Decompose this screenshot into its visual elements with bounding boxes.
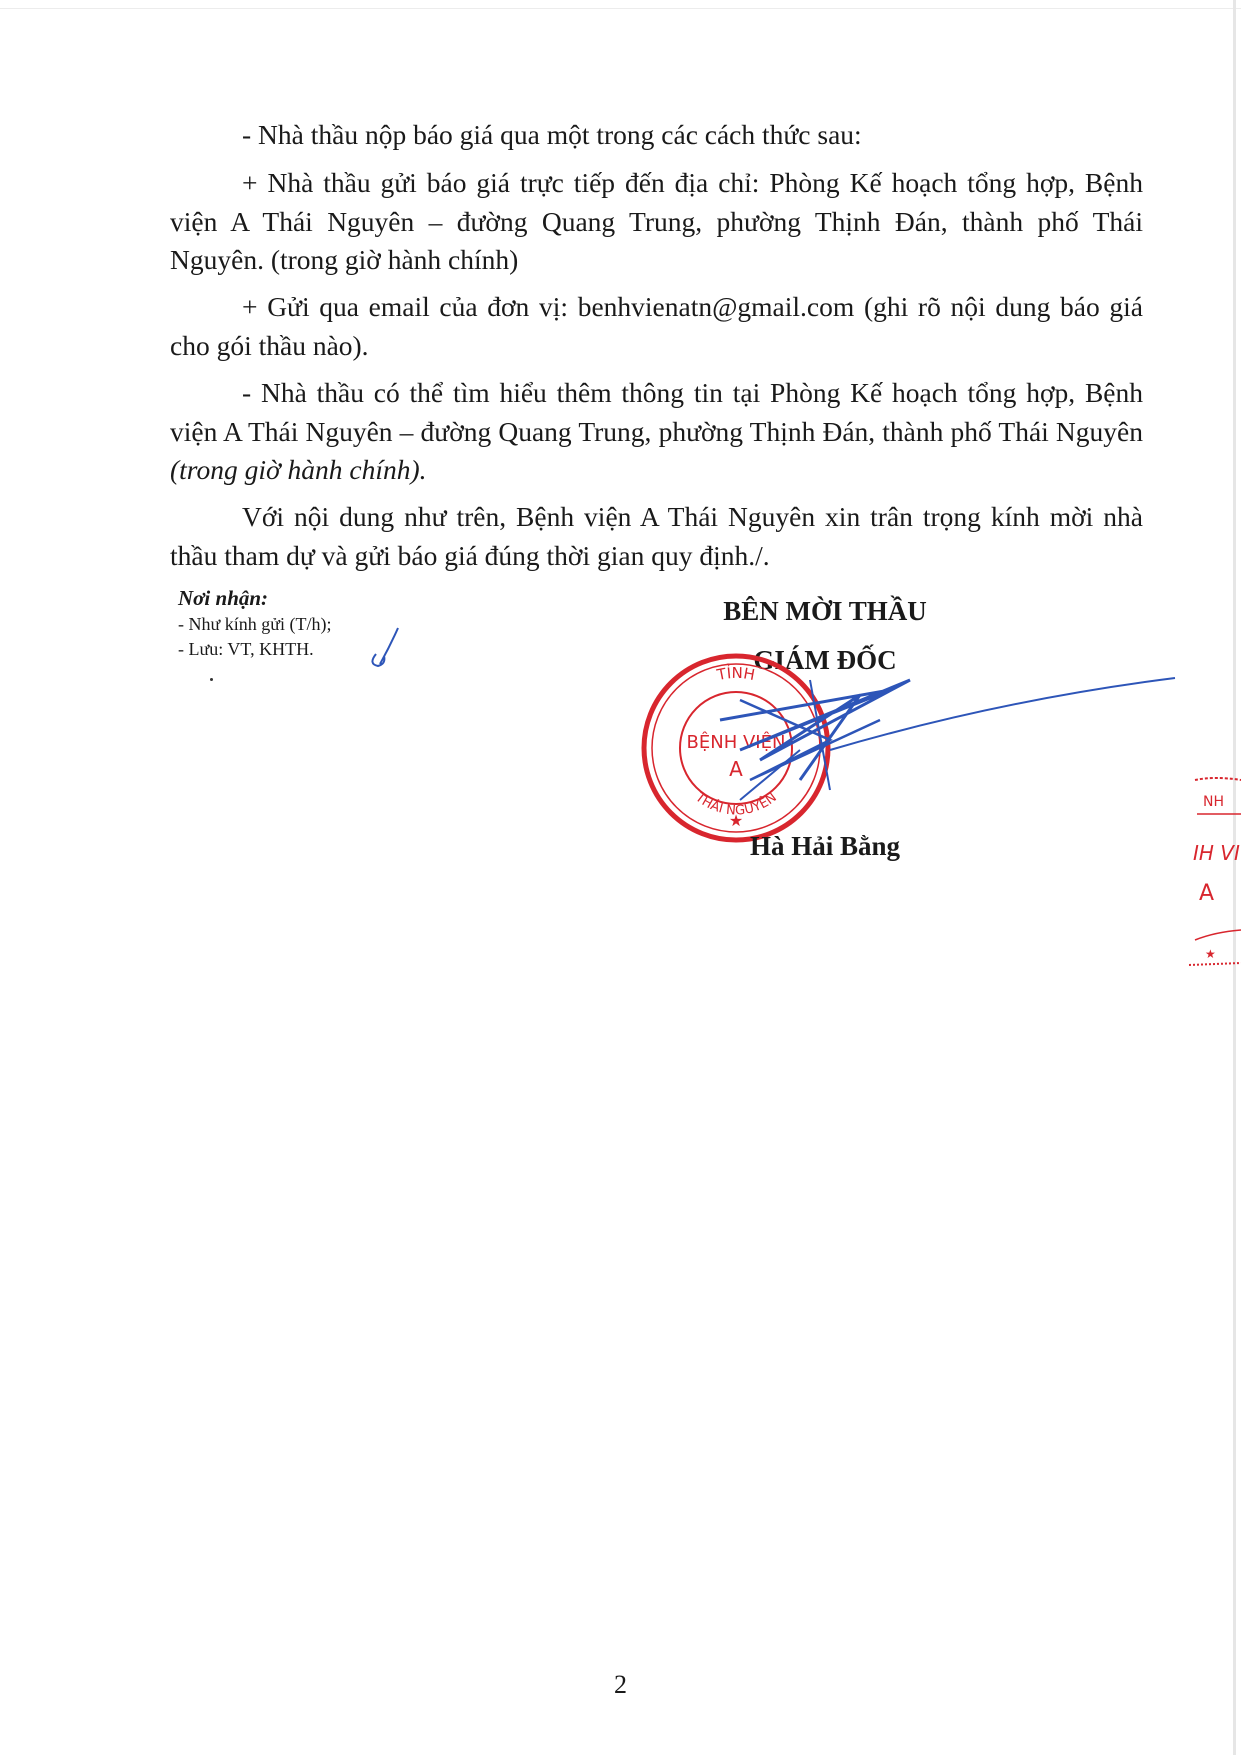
paragraph-closing: Với nội dung như trên, Bệnh viện A Thái Nguyên xin trân trọng kính mời nhà thầu tham dự và gửi báo giá đúng thời gian quy định./. (170, 501, 1143, 571)
paragraph-more-info (170, 374, 1143, 490)
issuer-title: BÊN MỜI THẦU (723, 596, 927, 626)
recipients-block (178, 584, 332, 662)
scan-edge-line (0, 8, 1241, 9)
paragraph-email-submission: + Gửi qua email của đơn vị: benhvienatn@gmail.com (ghi rõ nội dung báo giá cho gói thầu nào). (170, 291, 1143, 361)
paragraph-submission-methods: - Nhà thầu nộp báo giá qua một trong các cách thức sau: (242, 119, 862, 150)
svg-text:★: ★ (728, 813, 744, 830)
scan-dot (210, 678, 213, 681)
recipient-line: - Lưu: VT, KHTH. (178, 639, 314, 659)
paragraph-direct-submission: + Nhà thầu gửi báo giá trực tiếp đến địa chỉ: Phòng Kế hoạch tổng hợp, Bệnh viện A Thái Nguyên – đường Quang Trung, phường Thịnh Đán, thành phố Thái Nguyên. (trong giờ hành chính) (170, 167, 1143, 275)
svg-text:A: A (729, 757, 743, 781)
svg-text:TỈNH: TỈNH (715, 663, 757, 685)
office-hours-note: (trong giờ hành chính). (170, 454, 427, 485)
recipient-line: - Như kính gửi (T/h); (178, 614, 332, 634)
page-number: 2 (614, 1670, 627, 1699)
svg-text:BỆNH VIỆN: BỆNH VIỆN (686, 732, 786, 753)
handwritten-signature (680, 640, 1180, 820)
svg-text:A: A (1199, 881, 1215, 906)
recipients-title: Nơi nhận: (178, 586, 269, 610)
signer-name: Hà Hải Bằng (749, 831, 901, 861)
signer-position: GIÁM ĐỐC (753, 645, 897, 675)
partial-seal-edge (1185, 770, 1241, 970)
svg-text:NH: NH (1203, 794, 1224, 810)
paragraph-more-info-text: - Nhà thầu có thể tìm hiểu thêm thông tin tại Phòng Kế hoạch tổng hợp, Bệnh viện A Thái Nguyên – đường Quang Trung, phường Thịnh Đán, thành phố Thái Nguyên (170, 377, 1143, 447)
svg-text:THÁI NGUYÊN: THÁI NGUYÊN (692, 790, 780, 819)
svg-text:★: ★ (1205, 947, 1216, 961)
initial-mark (356, 624, 406, 674)
svg-text:IH VI: IH VI (1193, 841, 1240, 865)
